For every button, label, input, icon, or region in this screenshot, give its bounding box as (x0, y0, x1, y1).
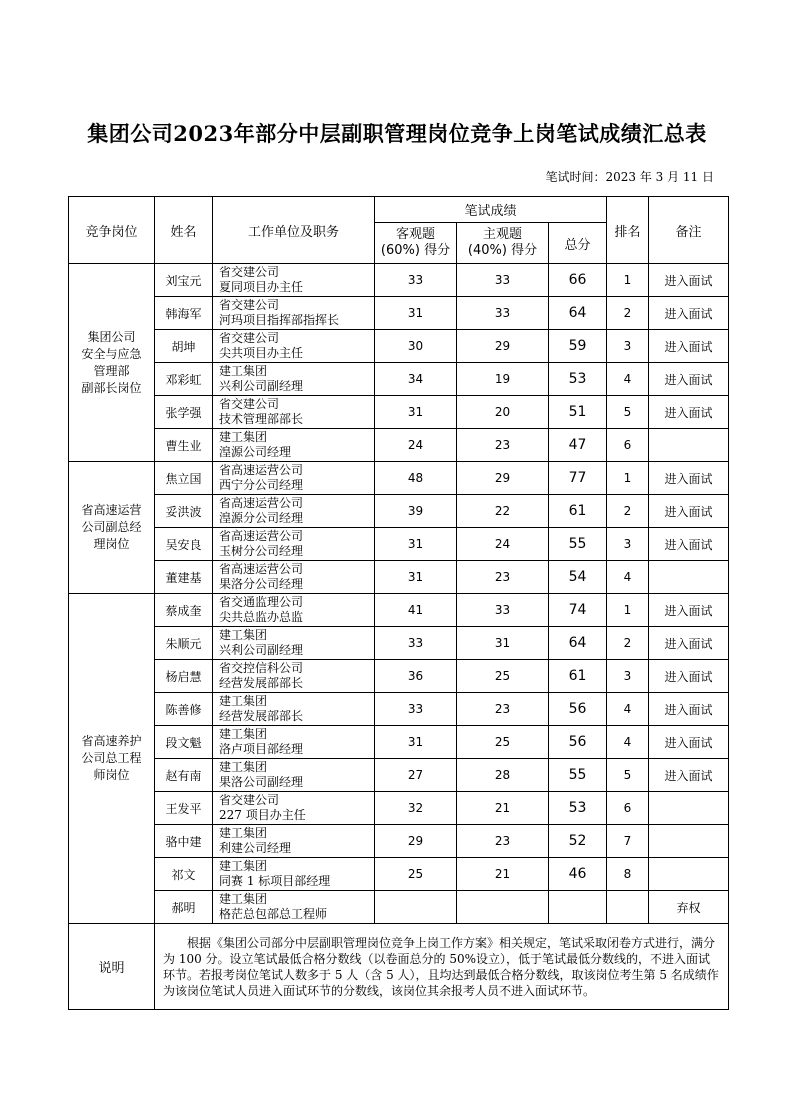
header-name: 姓名 (155, 197, 213, 264)
objective-score: 29 (375, 825, 457, 858)
rank: 4 (607, 693, 649, 726)
rank: 1 (607, 462, 649, 495)
position-line: 管理部 (93, 363, 130, 378)
position-title: 兴利公司副经理 (219, 379, 304, 393)
note: 进入面试 (649, 462, 729, 495)
header-objective-line1: 客观题 (395, 227, 435, 242)
unit-line: 省交通监理公司 (219, 595, 304, 609)
header-scores: 笔试成绩 (375, 197, 607, 223)
total-score: 74 (549, 594, 607, 627)
rank: 7 (607, 825, 649, 858)
header-objective-line2: (60%) 得分 (380, 243, 451, 258)
note: 进入面试 (649, 264, 729, 297)
note (649, 429, 729, 462)
table-row (69, 891, 729, 924)
objective-score: 31 (375, 561, 457, 594)
note: 进入面试 (649, 495, 729, 528)
position-title: 格茫总包部总工程师 (219, 907, 328, 921)
total-score: 53 (549, 792, 607, 825)
total-score: 55 (549, 759, 607, 792)
candidate-name: 刘宝元 (155, 264, 213, 297)
position-title: 河玛项目指挥部指挥长 (219, 313, 340, 327)
position-line: 理岗位 (93, 537, 130, 551)
rank: 2 (607, 297, 649, 330)
total-score: 53 (549, 363, 607, 396)
objective-score: 32 (375, 792, 457, 825)
note (649, 792, 729, 825)
unit-cell (213, 363, 375, 396)
position-title: 果洛分公司经理 (219, 577, 304, 591)
total-score: 47 (549, 429, 607, 462)
unit-cell (213, 561, 375, 594)
subjective-score: 23 (457, 429, 549, 462)
unit-line: 建工集团 (219, 859, 268, 873)
exam-date: 笔试时间：2023 年 3 月 11 日 (545, 170, 714, 184)
position-cell (69, 462, 155, 594)
table-row (69, 726, 729, 759)
table-row (69, 627, 729, 660)
subjective-score: 22 (457, 495, 549, 528)
candidate-name: 董建基 (155, 561, 213, 594)
unit-cell (213, 462, 375, 495)
candidate-name: 赵有南 (155, 759, 213, 792)
position-line: 师岗位 (93, 768, 130, 782)
table-row (69, 363, 729, 396)
note (649, 825, 729, 858)
total-score: 59 (549, 330, 607, 363)
note: 进入面试 (649, 330, 729, 363)
unit-line: 省交建公司 (219, 397, 280, 411)
subjective-score: 23 (457, 825, 549, 858)
rank: 3 (607, 528, 649, 561)
position-title: 尖共总监办总监 (219, 610, 304, 624)
unit-line: 建工集团 (219, 694, 268, 708)
objective-score: 48 (375, 462, 457, 495)
rank: 5 (607, 396, 649, 429)
objective-score: 25 (375, 858, 457, 891)
unit-line: 建工集团 (219, 727, 268, 741)
candidate-name: 邓彩虹 (155, 363, 213, 396)
header-objective (375, 223, 457, 264)
unit-cell (213, 759, 375, 792)
position-title: 湟源公司经理 (219, 445, 292, 459)
unit-line: 省高速运营公司 (219, 562, 304, 576)
position-line: 安全与应急 (81, 346, 142, 361)
unit-cell (213, 429, 375, 462)
table-row (69, 858, 729, 891)
table-row (69, 792, 729, 825)
objective-score: 33 (375, 627, 457, 660)
unit-line: 省交建公司 (219, 331, 280, 345)
subjective-score: 29 (457, 462, 549, 495)
candidate-name: 祁文 (155, 858, 213, 891)
candidate-name: 妥洪波 (155, 495, 213, 528)
candidate-name: 焦立国 (155, 462, 213, 495)
unit-line: 建工集团 (219, 892, 268, 906)
table-row (69, 462, 729, 495)
position-title: 同赛 1 标项目部经理 (219, 874, 331, 888)
subjective-score: 21 (457, 792, 549, 825)
rank: 4 (607, 726, 649, 759)
candidate-name: 杨启慧 (155, 660, 213, 693)
total-score: 64 (549, 627, 607, 660)
objective-score: 36 (375, 660, 457, 693)
candidate-name: 陈善修 (155, 693, 213, 726)
total-score: 64 (549, 297, 607, 330)
unit-line: 建工集团 (219, 430, 268, 444)
unit-cell (213, 594, 375, 627)
table-row (69, 297, 729, 330)
unit-cell (213, 396, 375, 429)
explanation-text: 根据《集团公司部分中层副职管理岗位竞争上岗工作方案》相关规定，笔试采取闭卷方式进行，满分为 100 分。设立笔试最低合格分数线（以卷面总分的 50%设立），低于笔试最低分数线的，不进入面试环节。若报考岗位笔试人数多于 5 人（含 5 人），且均达到最低合格分数线，取该岗位考生第 5 名成绩作为该岗位笔试人员进入面试环节的分数线，该岗位其余报考人员不进入面试环节。 (155, 924, 729, 1010)
position-cell (69, 594, 155, 924)
position-cell (69, 264, 155, 462)
table-row (69, 528, 729, 561)
position-title: 兴利公司副经理 (219, 643, 304, 657)
subjective-score: 20 (457, 396, 549, 429)
rank: 3 (607, 330, 649, 363)
rank: 8 (607, 858, 649, 891)
subjective-score: 29 (457, 330, 549, 363)
objective-score (375, 891, 457, 924)
table-row (69, 495, 729, 528)
position-title: 经营发展部部长 (219, 676, 304, 690)
unit-cell (213, 627, 375, 660)
rank: 6 (607, 429, 649, 462)
position-title: 夏同项目办主任 (219, 280, 304, 294)
candidate-name: 蔡成奎 (155, 594, 213, 627)
table-row (69, 594, 729, 627)
rank: 5 (607, 759, 649, 792)
header-total: 总分 (549, 223, 607, 264)
note: 弃权 (649, 891, 729, 924)
header-position: 竞争岗位 (69, 197, 155, 264)
table-row (69, 429, 729, 462)
objective-score: 24 (375, 429, 457, 462)
page-title: 集团公司2023年部分中层副职管理岗位竞争上岗笔试成绩汇总表 (87, 121, 707, 146)
total-score: 55 (549, 528, 607, 561)
position-line: 省高速运营 (81, 503, 142, 517)
position-title: 经营发展部部长 (219, 709, 304, 723)
position-title: 西宁分公司经理 (219, 478, 304, 492)
unit-line: 省交控信科公司 (219, 661, 304, 675)
subjective-score: 33 (457, 297, 549, 330)
unit-line: 建工集团 (219, 364, 268, 378)
candidate-name: 骆中建 (155, 825, 213, 858)
subjective-score: 23 (457, 561, 549, 594)
unit-cell (213, 264, 375, 297)
note: 进入面试 (649, 759, 729, 792)
rank: 2 (607, 495, 649, 528)
candidate-name: 郝明 (155, 891, 213, 924)
unit-line: 省交建公司 (219, 298, 280, 312)
unit-line: 建工集团 (219, 760, 268, 774)
candidate-name: 朱顺元 (155, 627, 213, 660)
position-line: 集团公司 (87, 329, 136, 344)
subjective-score: 23 (457, 693, 549, 726)
subjective-score: 21 (457, 858, 549, 891)
position-line: 公司副总经 (81, 520, 142, 534)
rank: 1 (607, 264, 649, 297)
subjective-score: 33 (457, 264, 549, 297)
candidate-name: 段文魁 (155, 726, 213, 759)
explanation-label: 说明 (69, 924, 155, 1010)
subjective-score: 25 (457, 660, 549, 693)
total-score: 61 (549, 495, 607, 528)
note (649, 561, 729, 594)
rank: 3 (607, 660, 649, 693)
note: 进入面试 (649, 693, 729, 726)
unit-cell (213, 726, 375, 759)
total-score: 66 (549, 264, 607, 297)
objective-score: 31 (375, 726, 457, 759)
header-unit: 工作单位及职务 (213, 197, 375, 264)
objective-score: 31 (375, 297, 457, 330)
position-line: 公司总工程 (81, 751, 142, 765)
unit-line: 省高速运营公司 (219, 463, 304, 477)
note: 进入面试 (649, 297, 729, 330)
unit-cell (213, 330, 375, 363)
subjective-score: 33 (457, 594, 549, 627)
unit-line: 省交建公司 (219, 265, 280, 279)
unit-line: 省高速运营公司 (219, 496, 304, 510)
candidate-name: 吴安良 (155, 528, 213, 561)
unit-cell (213, 495, 375, 528)
subjective-score (457, 891, 549, 924)
header-subjective-line2: (40%) 得分 (467, 243, 538, 258)
header-subjective-line1: 主观题 (482, 227, 522, 242)
unit-cell (213, 660, 375, 693)
header-rank: 排名 (607, 197, 649, 264)
candidate-name: 胡坤 (155, 330, 213, 363)
table-row (69, 825, 729, 858)
table-row (69, 759, 729, 792)
note: 进入面试 (649, 363, 729, 396)
total-score: 56 (549, 726, 607, 759)
table-row (69, 561, 729, 594)
unit-cell (213, 693, 375, 726)
rank: 6 (607, 792, 649, 825)
position-title: 果洛公司副经理 (219, 775, 304, 789)
rank: 4 (607, 363, 649, 396)
unit-cell (213, 528, 375, 561)
score-table (68, 196, 729, 1010)
objective-score: 33 (375, 693, 457, 726)
objective-score: 27 (375, 759, 457, 792)
subjective-score: 28 (457, 759, 549, 792)
table-row (69, 330, 729, 363)
candidate-name: 韩海军 (155, 297, 213, 330)
objective-score: 31 (375, 396, 457, 429)
position-line: 省高速养护 (81, 734, 142, 748)
note (649, 858, 729, 891)
note: 进入面试 (649, 660, 729, 693)
position-line: 副部长岗位 (81, 380, 142, 395)
subjective-score: 24 (457, 528, 549, 561)
unit-cell (213, 891, 375, 924)
total-score: 46 (549, 858, 607, 891)
note: 进入面试 (649, 726, 729, 759)
subjective-score: 31 (457, 627, 549, 660)
position-title: 利建公司经理 (219, 841, 292, 855)
position-title: 技术管理部部长 (219, 412, 304, 426)
position-title: 湟源分公司经理 (219, 511, 304, 525)
objective-score: 31 (375, 528, 457, 561)
note: 进入面试 (649, 396, 729, 429)
unit-cell (213, 297, 375, 330)
rank: 4 (607, 561, 649, 594)
table-row (69, 660, 729, 693)
objective-score: 30 (375, 330, 457, 363)
total-score: 56 (549, 693, 607, 726)
unit-line: 建工集团 (219, 826, 268, 840)
objective-score: 34 (375, 363, 457, 396)
unit-line: 省交建公司 (219, 793, 280, 807)
unit-cell (213, 792, 375, 825)
total-score: 54 (549, 561, 607, 594)
unit-cell (213, 825, 375, 858)
unit-cell (213, 858, 375, 891)
candidate-name: 曹生业 (155, 429, 213, 462)
header-note: 备注 (649, 197, 729, 264)
position-title: 玉树分公司经理 (219, 544, 304, 558)
total-score (549, 891, 607, 924)
note: 进入面试 (649, 594, 729, 627)
position-title: 227 项目办主任 (219, 808, 306, 822)
unit-line: 建工集团 (219, 628, 268, 642)
candidate-name: 张学强 (155, 396, 213, 429)
unit-line: 省高速运营公司 (219, 529, 304, 543)
position-title: 尖共项目办主任 (219, 346, 304, 360)
table-body (69, 264, 729, 924)
header-subjective (457, 223, 549, 264)
objective-score: 39 (375, 495, 457, 528)
note: 进入面试 (649, 627, 729, 660)
rank: 1 (607, 594, 649, 627)
note: 进入面试 (649, 528, 729, 561)
table-row (69, 396, 729, 429)
rank: 2 (607, 627, 649, 660)
objective-score: 41 (375, 594, 457, 627)
subjective-score: 19 (457, 363, 549, 396)
total-score: 51 (549, 396, 607, 429)
table-row (69, 264, 729, 297)
position-title: 洛卢项目部经理 (219, 742, 304, 756)
total-score: 77 (549, 462, 607, 495)
candidate-name: 王发平 (155, 792, 213, 825)
total-score: 52 (549, 825, 607, 858)
objective-score: 33 (375, 264, 457, 297)
rank (607, 891, 649, 924)
table-row (69, 693, 729, 726)
total-score: 61 (549, 660, 607, 693)
subjective-score: 25 (457, 726, 549, 759)
